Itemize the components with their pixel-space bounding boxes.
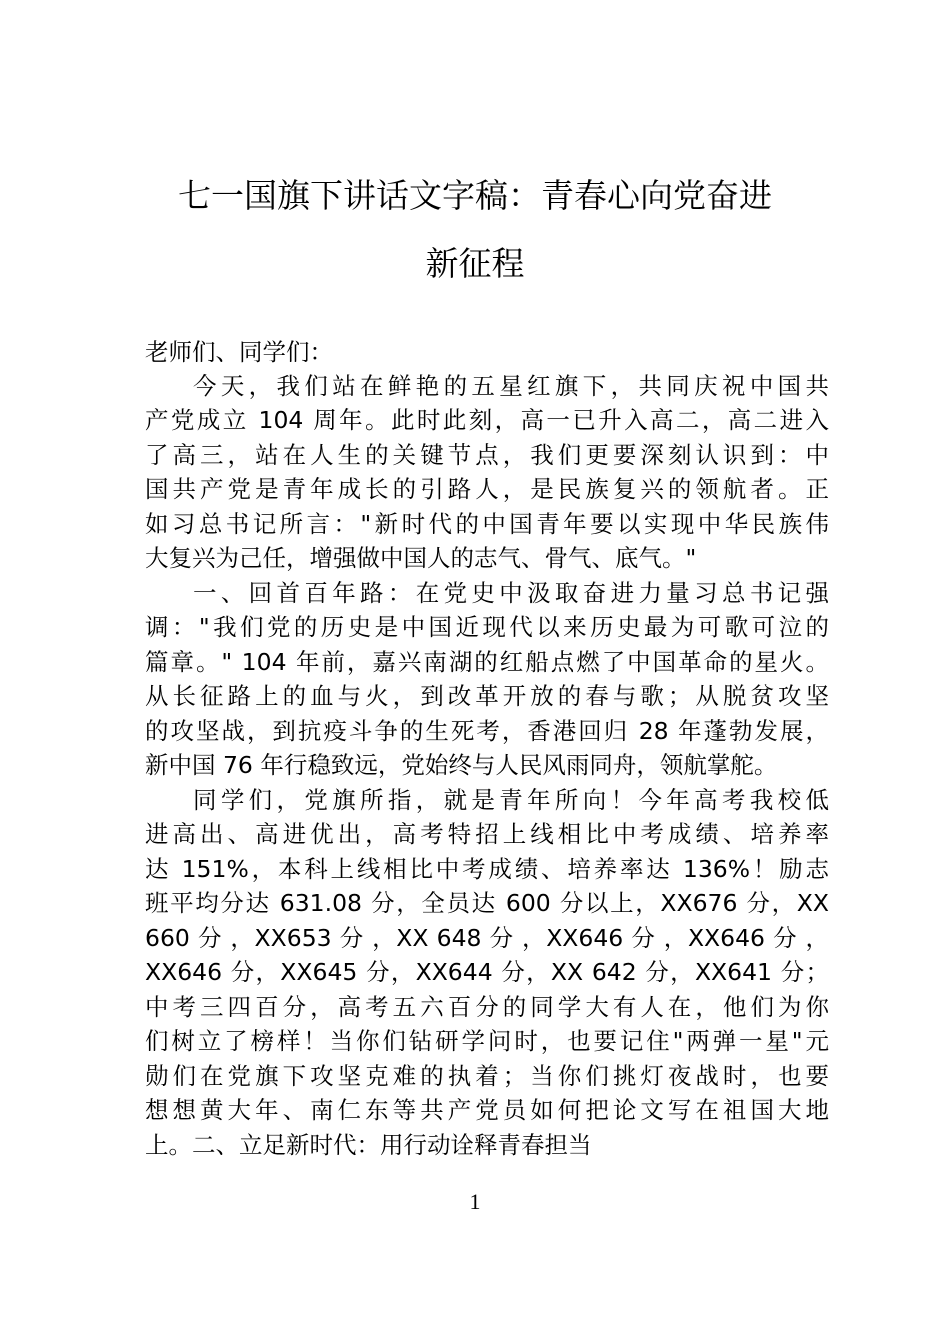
salutation: 老师们、同学们： xyxy=(145,338,333,366)
body-line: 同学们，党旗所指，就是青年所向！今年高考我校低 xyxy=(193,786,829,814)
document-title-line-2: 新征程 xyxy=(425,244,525,283)
body-line: 篇章。" 104 年前，嘉兴南湖的红船点燃了中国革命的星火。 xyxy=(145,648,829,676)
body-line: 班平均分达 631.08 分，全员达 600 分以上，XX676 分，XX xyxy=(145,889,829,917)
document-title-line-1: 七一国旗下讲话文字稿：青春心向党奋进 xyxy=(178,176,772,215)
section-heading-line: 一、回首百年路：在党史中汲取奋进力量习总书记强 xyxy=(193,579,829,607)
body-line: 上。二、立足新时代：用行动诠释青春担当 xyxy=(145,1131,592,1159)
body-line: 新中国 76 年行稳致远，党始终与人民风雨同舟，领航掌舵。 xyxy=(145,751,778,779)
body-line: 想想黄大年、南仁东等共产党员如何把论文写在祖国大地 xyxy=(145,1096,829,1124)
body-line: 大复兴为己任，增强做中国人的志气、骨气、底气。" xyxy=(145,544,697,572)
body-line: 进高出、高进优出，高考特招上线相比中考成绩、培养率 xyxy=(145,820,829,848)
body-line: 们树立了榜样！当你们钻研学问时，也要记住"两弹一星"元 xyxy=(145,1027,829,1055)
body-line: 中考三四百分，高考五六百分的同学大有人在，他们为你 xyxy=(145,993,829,1021)
body-line: 国共产党是青年成长的引路人，是民族复兴的领航者。正 xyxy=(145,475,829,503)
body-line: 了高三，站在人生的关键节点，我们更要深刻认识到：中 xyxy=(145,441,829,469)
body-line: 660 分 ，XX653 分 ，XX 648 分 ，XX646 分 ，XX646 分 ， xyxy=(145,924,829,952)
body-line: 产党成立 104 周年。此时此刻，高一已升入高二，高二进入 xyxy=(145,406,829,434)
body-line: 今天，我们站在鲜艳的五星红旗下，共同庆祝中国共 xyxy=(193,372,829,400)
body-line: 的攻坚战，到抗疫斗争的生死考，香港回归 28 年蓬勃发展， xyxy=(145,717,829,745)
body-line: 达 151%，本科上线相比中考成绩、培养率达 136%！励志 xyxy=(145,855,829,883)
body-line: 勋们在党旗下攻坚克难的执着；当你们挑灯夜战时，也要 xyxy=(145,1062,829,1090)
body-line: 从长征路上的血与火，到改革开放的春与歌；从脱贫攻坚 xyxy=(145,682,829,710)
body-line: XX646 分，XX645 分，XX644 分，XX 642 分，XX641 分； xyxy=(145,958,829,986)
body-line: 如习总书记所言："新时代的中国青年要以实现中华民族伟 xyxy=(145,510,829,538)
page-number: 1 xyxy=(469,1189,481,1214)
body-line: 调："我们党的历史是中国近现代以来历史最为可歌可泣的 xyxy=(145,613,829,641)
